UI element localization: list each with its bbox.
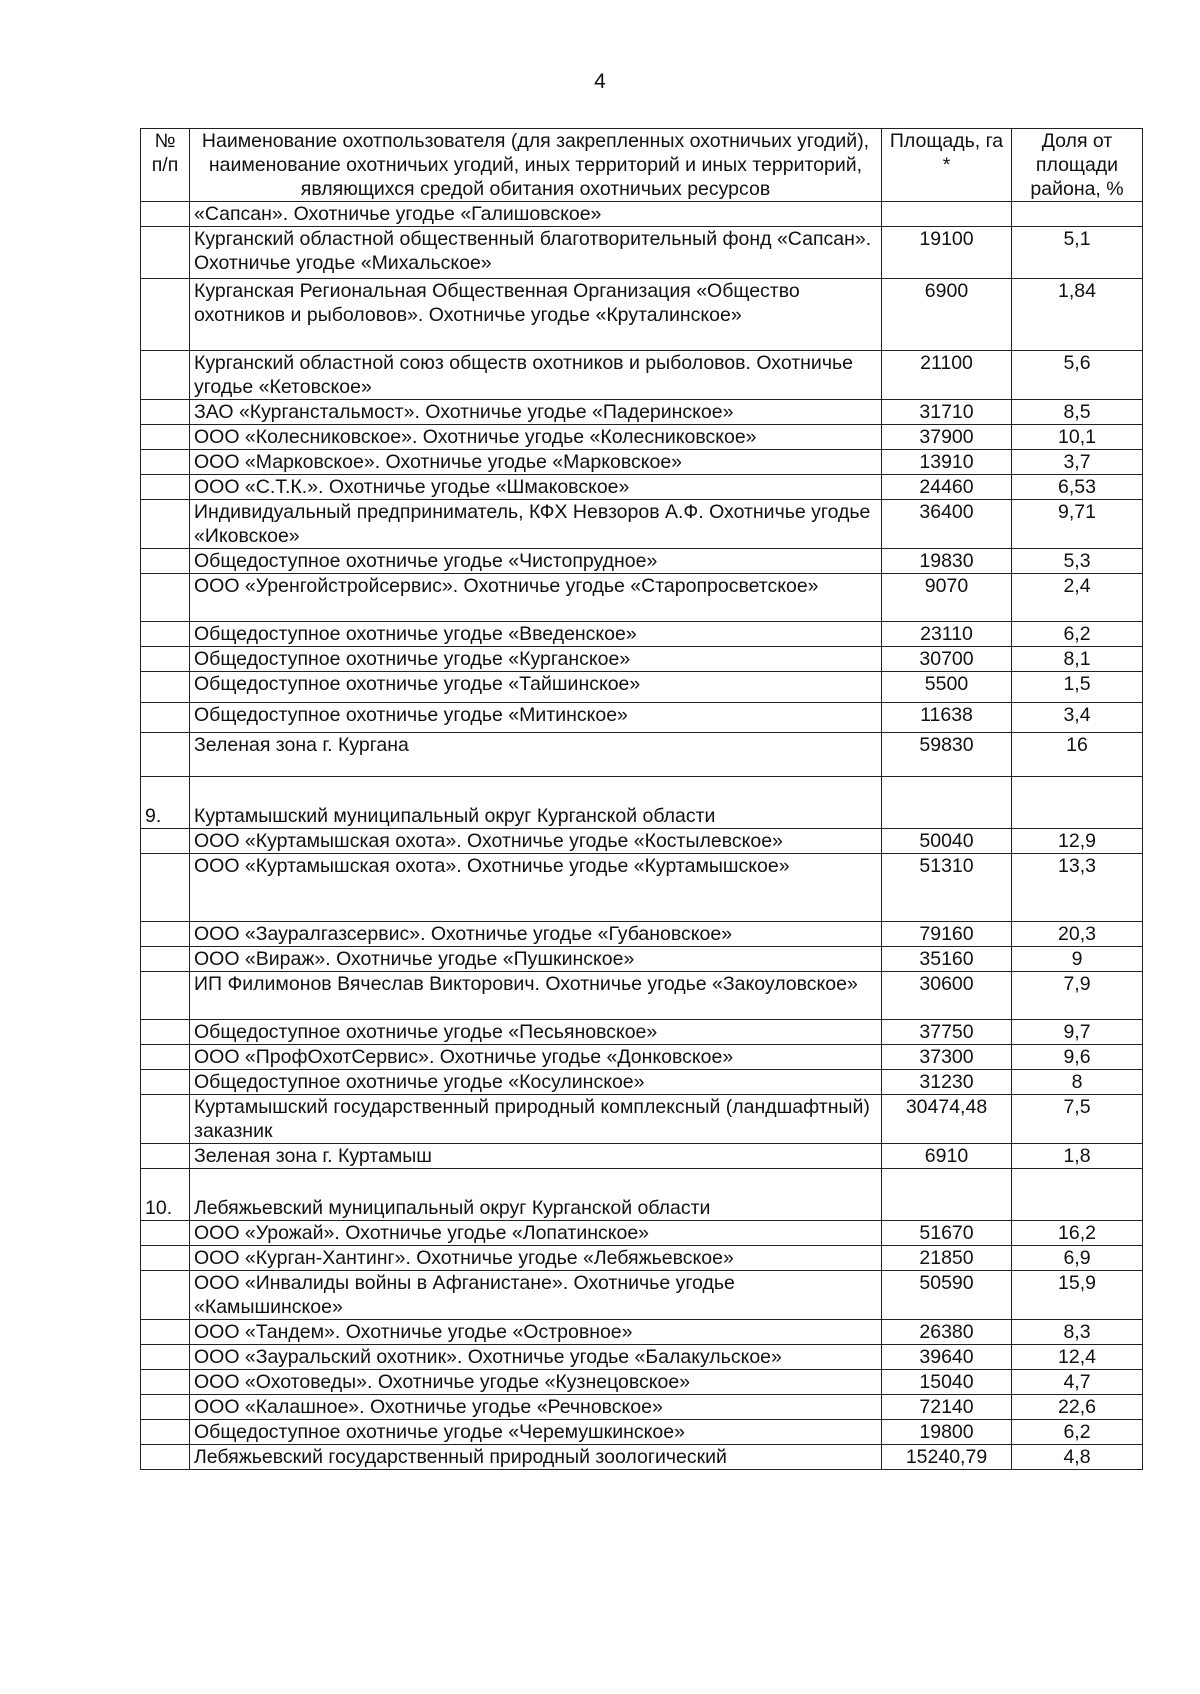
header-name: Наименование охотпользователя (для закрепленных охотничьих угодий), наименование охотничьих угодий, иных территорий и иных территорий, являющихся средой обитания охотничьих ресурсов [190,129,882,202]
row-area: 19100 [882,227,1012,279]
row-share: 9,71 [1012,500,1143,549]
row-number [141,1420,190,1445]
row-number [141,202,190,227]
row-share: 5,3 [1012,549,1143,574]
row-number [141,922,190,947]
row-share: 12,9 [1012,829,1143,854]
row-number [141,1221,190,1246]
row-number [141,1445,190,1470]
row-name: ООО «Урожай». Охотничье угодье «Лопатинское» [190,1221,882,1246]
row-number [141,574,190,622]
row-name: Лебяжьевский государственный природный зоологический [190,1445,882,1470]
row-name: ООО «Куртамышская охота». Охотничье угодье «Костылевское» [190,829,882,854]
page-number: 4 [594,70,606,93]
row-area: 30700 [882,647,1012,672]
table-row [141,279,1143,351]
table-row [141,574,1143,622]
row-area: 9070 [882,574,1012,622]
table-row [141,947,1143,972]
row-name: Индивидуальный предприниматель, КФХ Невзоров А.Ф. Охотничье угодье «Иковское» [190,500,882,549]
row-area: 50590 [882,1271,1012,1320]
table-row [141,622,1143,647]
row-share: 7,5 [1012,1095,1143,1144]
row-name: Общедоступное охотничье угодье «Тайшинское» [190,672,882,703]
row-area: 13910 [882,450,1012,475]
row-area: 15240,79 [882,1445,1012,1470]
row-area: 5500 [882,672,1012,703]
table-row [141,1345,1143,1370]
row-name: Общедоступное охотничье угодье «Митинское» [190,703,882,733]
row-name: ООО «Зауралгазсервис». Охотничье угодье «Губановское» [190,922,882,947]
row-share: 4,7 [1012,1370,1143,1395]
row-share: 2,4 [1012,574,1143,622]
row-share: 6,9 [1012,1246,1143,1271]
row-number [141,1395,190,1420]
row-area: 50040 [882,829,1012,854]
table-row [141,500,1143,549]
row-name: «Сапсан». Охотничье угодье «Галишовское» [190,202,882,227]
table-row [141,1221,1143,1246]
row-area: 59830 [882,733,1012,777]
row-share: 8,1 [1012,647,1143,672]
row-area [882,1169,1012,1221]
table-row [141,1395,1143,1420]
row-number [141,279,190,351]
row-name: Курганская Региональная Общественная Организация «Общество охотников и рыболовов». Охотничье угодье «Круталинское» [190,279,882,351]
row-number [141,854,190,922]
row-area: 26380 [882,1320,1012,1345]
row-number [141,703,190,733]
table-body [141,202,1143,1470]
row-name: Общедоступное охотничье угодье «Курганское» [190,647,882,672]
row-area: 21850 [882,1246,1012,1271]
header-share: Доля от площади района, % [1012,129,1143,202]
row-share: 8,3 [1012,1320,1143,1345]
row-number [141,1271,190,1320]
row-share: 20,3 [1012,922,1143,947]
row-share: 1,8 [1012,1144,1143,1169]
table-row [141,425,1143,450]
row-area [882,202,1012,227]
row-number [141,972,190,1020]
row-share: 9,7 [1012,1020,1143,1045]
table-row [141,549,1143,574]
table-row [141,922,1143,947]
row-number [141,1045,190,1070]
row-name: ООО «Калашное». Охотничье угодье «Речновское» [190,1395,882,1420]
row-share: 16 [1012,733,1143,777]
row-area: 30600 [882,972,1012,1020]
row-name: Общедоступное охотничье угодье «Песьяновское» [190,1020,882,1045]
row-name: Куртамышский государственный природный комплексный (ландшафтный) заказник [190,1095,882,1144]
row-number [141,829,190,854]
row-name: ООО «Зауральский охотник». Охотничье угодье «Балакульское» [190,1345,882,1370]
row-share: 1,84 [1012,279,1143,351]
row-share: 1,5 [1012,672,1143,703]
row-name: ООО «Колесниковское». Охотничье угодье «Колесниковское» [190,425,882,450]
row-area: 39640 [882,1345,1012,1370]
row-share: 6,2 [1012,1420,1143,1445]
table-row [141,227,1143,279]
row-area: 19830 [882,549,1012,574]
row-number [141,1070,190,1095]
row-number [141,947,190,972]
row-name: Курганский областной союз обществ охотников и рыболовов. Охотничье угодье «Кетовское» [190,351,882,400]
row-name: Лебяжьевский муниципальный округ Курганской области [190,1169,882,1221]
row-area: 37900 [882,425,1012,450]
table-row [141,703,1143,733]
table-row [141,1246,1143,1271]
table-row [141,733,1143,777]
row-share: 5,1 [1012,227,1143,279]
row-number [141,1246,190,1271]
row-number [141,1320,190,1345]
row-number [141,1144,190,1169]
table-row [141,1420,1143,1445]
row-name: ЗАО «Курганстальмост». Охотничье угодье «Падеринское» [190,400,882,425]
row-number [141,450,190,475]
row-share: 16,2 [1012,1221,1143,1246]
row-share: 8 [1012,1070,1143,1095]
table-row [141,1095,1143,1144]
row-area: 79160 [882,922,1012,947]
table-row [141,854,1143,922]
row-share: 15,9 [1012,1271,1143,1320]
row-share: 5,6 [1012,351,1143,400]
row-name: ООО «ПрофОхотСервис». Охотничье угодье «Донковское» [190,1045,882,1070]
hunting-grounds-table [140,128,1143,1470]
table-row [141,1045,1143,1070]
row-name: ООО «Инвалиды войны в Афганистане». Охотничье угодье «Камышинское» [190,1271,882,1320]
row-area: 37750 [882,1020,1012,1045]
row-name: ООО «Тандем». Охотничье угодье «Островное» [190,1320,882,1345]
row-name: Общедоступное охотничье угодье «Введенское» [190,622,882,647]
table-row [141,351,1143,400]
row-number [141,549,190,574]
row-number [141,1370,190,1395]
header-number: № п/п [141,129,190,202]
row-share: 6,53 [1012,475,1143,500]
row-share: 3,4 [1012,703,1143,733]
table-header-row [141,129,1143,202]
table-row [141,1320,1143,1345]
row-area: 6900 [882,279,1012,351]
row-area: 36400 [882,500,1012,549]
row-name: Куртамышский муниципальный округ Курганской области [190,777,882,829]
row-area: 21100 [882,351,1012,400]
row-name: ООО «Вираж». Охотничье угодье «Пушкинское» [190,947,882,972]
row-name: Общедоступное охотничье угодье «Черемушкинское» [190,1420,882,1445]
table-row [141,1144,1143,1169]
row-name: ООО «Марковское». Охотничье угодье «Марковское» [190,450,882,475]
row-name: ООО «Курган-Хантинг». Охотничье угодье «Лебяжьевское» [190,1246,882,1271]
row-area: 35160 [882,947,1012,972]
row-number [141,351,190,400]
row-share [1012,1169,1143,1221]
row-area: 19800 [882,1420,1012,1445]
row-share: 9,6 [1012,1045,1143,1070]
row-area: 15040 [882,1370,1012,1395]
row-share: 4,8 [1012,1445,1143,1470]
row-number [141,647,190,672]
table-row [141,829,1143,854]
table-row [141,1271,1143,1320]
row-number: 10. [141,1169,190,1221]
row-number [141,1020,190,1045]
row-share: 22,6 [1012,1395,1143,1420]
row-area: 31710 [882,400,1012,425]
row-name: ООО «С.Т.К.». Охотничье угодье «Шмаковское» [190,475,882,500]
row-share: 12,4 [1012,1345,1143,1370]
row-area: 51310 [882,854,1012,922]
row-share: 3,7 [1012,450,1143,475]
district-row [141,777,1143,829]
row-share: 9 [1012,947,1143,972]
row-share: 13,3 [1012,854,1143,922]
table-row [141,400,1143,425]
row-number [141,425,190,450]
table-row [141,202,1143,227]
row-name: Зеленая зона г. Куртамыш [190,1144,882,1169]
row-name: Общедоступное охотничье угодье «Косулинское» [190,1070,882,1095]
row-share: 7,9 [1012,972,1143,1020]
table-row [141,475,1143,500]
row-name: ИП Филимонов Вячеслав Викторович. Охотничье угодье «Закоуловское» [190,972,882,1020]
row-number [141,227,190,279]
row-number [141,672,190,703]
row-number [141,475,190,500]
row-area: 24460 [882,475,1012,500]
row-number [141,500,190,549]
row-area: 6910 [882,1144,1012,1169]
row-number [141,400,190,425]
row-area: 72140 [882,1395,1012,1420]
table-row [141,450,1143,475]
row-share: 6,2 [1012,622,1143,647]
row-share [1012,202,1143,227]
row-area: 30474,48 [882,1095,1012,1144]
row-share [1012,777,1143,829]
header-area: Площадь, га * [882,129,1012,202]
district-row [141,1169,1143,1221]
row-area: 11638 [882,703,1012,733]
row-area: 31230 [882,1070,1012,1095]
table-row [141,1370,1143,1395]
table-row [141,672,1143,703]
table-row [141,1445,1143,1470]
row-number [141,1095,190,1144]
row-name: ООО «Охотоведы». Охотничье угодье «Кузнецовское» [190,1370,882,1395]
row-area: 23110 [882,622,1012,647]
row-name: Зеленая зона г. Кургана [190,733,882,777]
row-area [882,777,1012,829]
table-row [141,1020,1143,1045]
row-name: Общедоступное охотничье угодье «Чистопрудное» [190,549,882,574]
table-row [141,647,1143,672]
row-number [141,622,190,647]
row-name: ООО «Куртамышская охота». Охотничье угодье «Куртамышское» [190,854,882,922]
row-name: Курганский областной общественный благотворительный фонд «Сапсан». Охотничье угодье «Михальское» [190,227,882,279]
row-number: 9. [141,777,190,829]
row-area: 51670 [882,1221,1012,1246]
row-name: ООО «Уренгойстройсервис». Охотничье угодье «Старопросветское» [190,574,882,622]
row-number [141,733,190,777]
row-area: 37300 [882,1045,1012,1070]
row-number [141,1345,190,1370]
row-share: 8,5 [1012,400,1143,425]
table-row [141,1070,1143,1095]
row-share: 10,1 [1012,425,1143,450]
table-row [141,972,1143,1020]
